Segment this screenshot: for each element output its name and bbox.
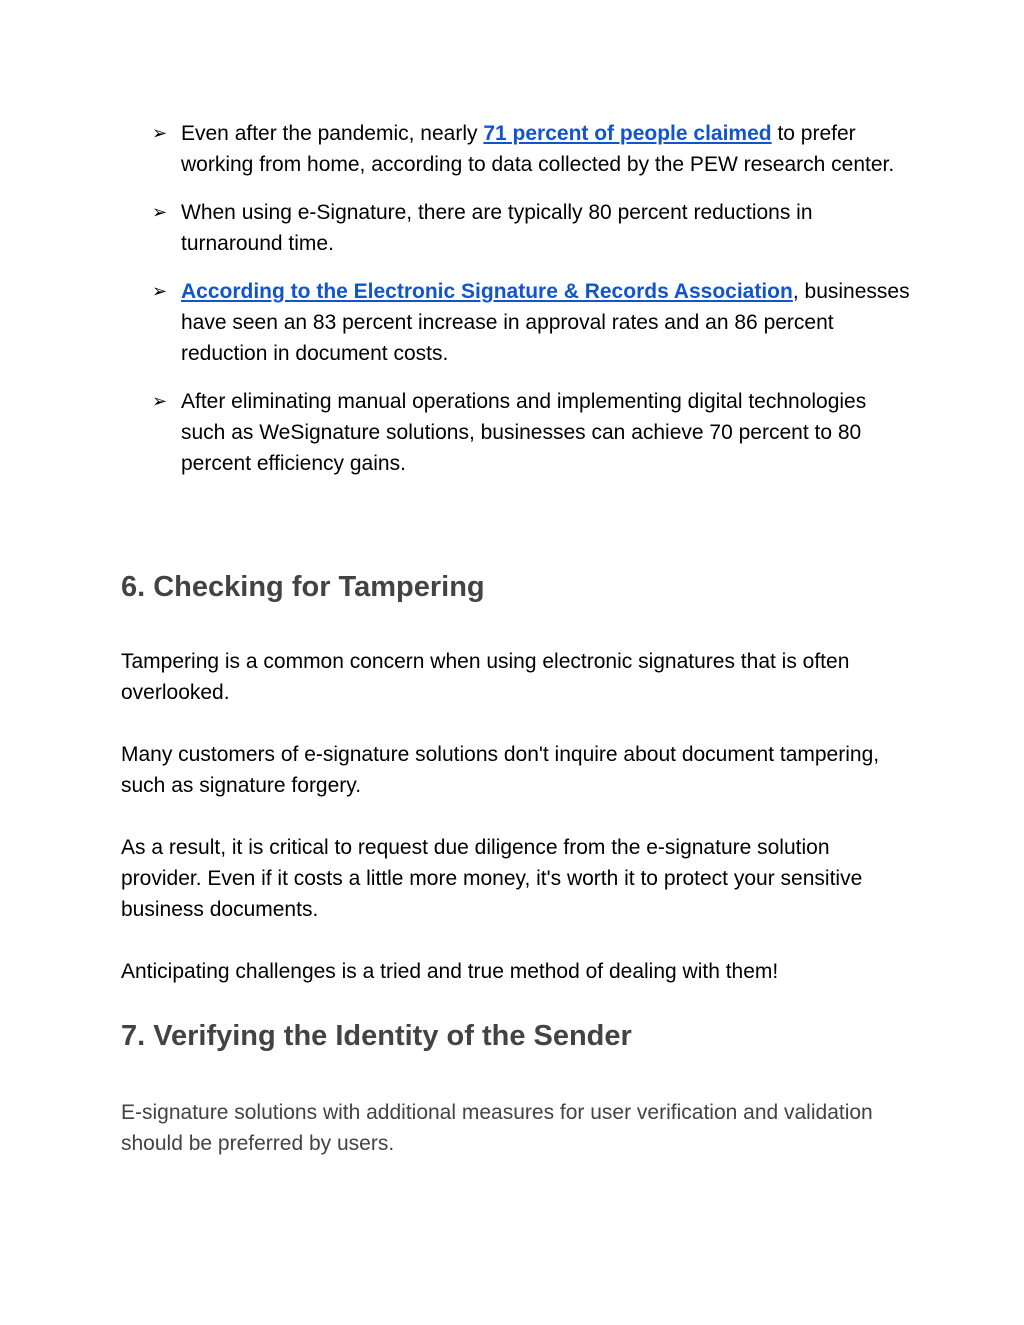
bullet-text: to prefer working from home, according to data collected by the PEW research center. [181,122,895,176]
arrow-bullet-icon: ➢ [152,281,168,302]
bullet-text: After eliminating manual operations and implementing digital technologies such as WeSignature solutions, businesses can achieve 70 percent to 80 percent efficiency gains. [181,390,867,475]
section-6-paragraph: As a result, it is critical to request due diligence from the e-signature solution provider. Even if it costs a little more money, it's worth it to protect your sensitive business documents. [121,836,863,921]
arrow-bullet-icon: ➢ [152,202,168,223]
statistics-bullet-list [152,118,912,496]
bullet-item [152,276,912,369]
section-6-paragraph: Many customers of e-signature solutions don't inquire about document tampering, such as signature forgery. [121,743,880,797]
section-7-paragraph: E-signature solutions with additional measures for user verification and validation should be preferred by users. [121,1101,873,1155]
bullet-item [152,197,912,259]
section-6-paragraph: Anticipating challenges is a tried and true method of dealing with them! [121,960,779,983]
bullet-item [152,118,912,180]
bullet-item [152,386,912,479]
arrow-bullet-icon: ➢ [152,123,168,144]
section-7-heading: 7. Verifying the Identity of the Sender [121,1020,632,1052]
bullet-text: Even after the pandemic, nearly [181,122,484,145]
bullet-text: When using e-Signature, there are typically 80 percent reductions in turnaround time. [181,201,813,255]
bullet-text: , businesses have seen an 83 percent increase in approval rates and an 86 percent reduction in document costs. [181,280,910,365]
arrow-bullet-icon: ➢ [152,391,168,412]
section-6-heading: 6. Checking for Tampering [121,571,485,603]
esra-association-link[interactable]: According to the Electronic Signature & Records Association [181,280,793,303]
section-6-paragraph: Tampering is a common concern when using electronic signatures that is often overlooked. [121,650,850,704]
pew-statistic-link[interactable]: 71 percent of people claimed [483,122,772,145]
